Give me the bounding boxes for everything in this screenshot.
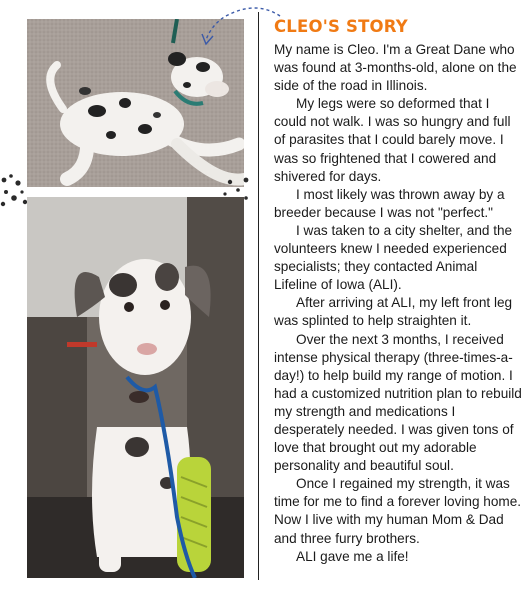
story-paragraph: Over the next 3 months, I received intense physical therapy (three-times-a-day!) to help build my range of motion. I had a customized nutrition plan to rebuild my strength and medications I desperately needed. I was given tons of love that brought out my adorable personality and beautiful soul. [274,331,522,474]
story-paragraph: My legs were so deformed that I could not walk. I was so hungry and full of parasites that I could barely move. I was so frightened that I cowered and shivered for days. [274,96,511,184]
column-divider [258,12,259,580]
story-paragraph: I most likely was thrown away by a breeder because I was not "perfect." [274,186,505,220]
dashed-arrow-icon [196,2,286,52]
story-paragraph: My name is Cleo. I'm a Great Dane who was found at 3-months-old, alone on the side of the road in Illinois. [274,42,517,94]
story-paragraph: After arriving at ALI, my left front leg was splinted to help straighten it. [274,295,513,329]
story-title: CLEO'S STORY [274,17,408,36]
story-column [274,16,522,566]
story-paragraph: I was taken to a city shelter, and the volunteers knew I needed experienced specialists; they contacted Animal Lifeline of Iowa (ALI). [274,222,513,293]
photo-puppy-cast-image [27,197,244,578]
story-paragraph: Once I regained my strength, it was time for me to find a forever loving home. Now I live with my human Mom & Dad and three furry brothers. [274,476,522,546]
photo-puppy-cast [27,197,244,578]
story-paragraph: ALI gave me a life! [296,548,409,564]
